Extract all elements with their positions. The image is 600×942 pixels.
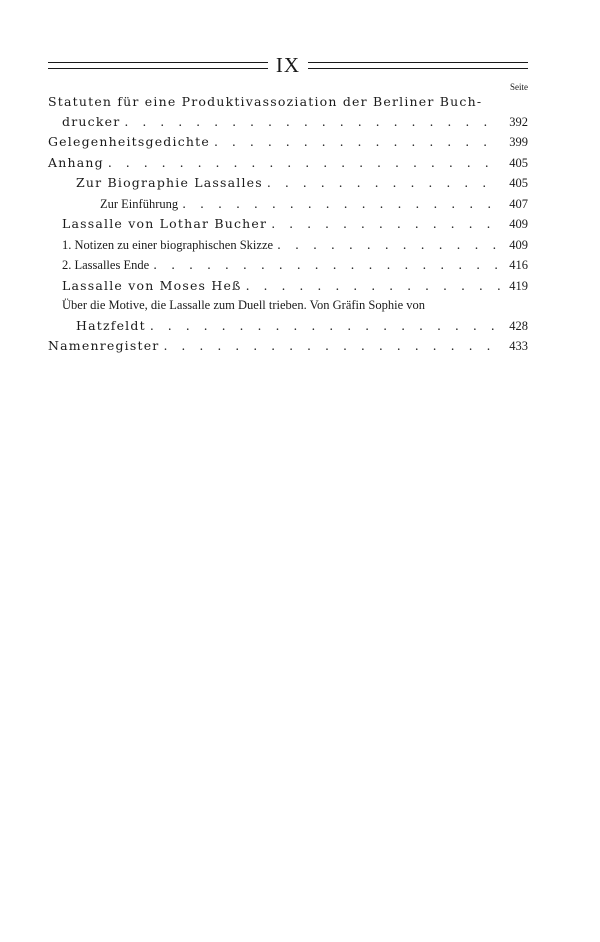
toc-entry-title: Hatzfeldt [76,317,146,333]
toc-entry-title: drucker [62,113,121,129]
toc-entry-zur-biographie [48,173,528,194]
toc-entry-title: Lassalle von Moses Heß [62,277,242,293]
dot-leader [163,336,500,356]
toc-entry-gelegenheitsgedichte [48,132,528,153]
page-number: IX [275,52,301,77]
toc-entry-statuten-line1: Statuten für eine Produktivassoziation der Berliner Buch- [48,94,483,109]
table-of-contents [48,92,528,357]
toc-entry-motive-line1: Über die Motive, die Lassalle zum Duell trieben. Von Gräfin Sophie von [62,298,426,312]
toc-entry-page: 409 [509,217,528,231]
toc-entry-page: 405 [509,176,528,190]
toc-entry-page: 392 [509,114,528,129]
dot-leader [246,276,500,296]
toc-entry-page: 433 [509,339,528,353]
toc-entry-title: 1. Notizen zu einer biographischen Skizze [62,237,274,252]
toc-entry-title: 2. Lassalles Ende [62,258,150,272]
header-rule-right [308,62,528,69]
page-header [48,50,528,80]
dot-leader [124,112,500,132]
toc-entry-namenregister [48,336,528,357]
toc-entry-notizen [48,235,528,256]
dot-leader [277,235,500,255]
dot-leader [182,194,500,214]
seite-label: Seite [510,82,528,92]
toc-entry-title: Namenregister [48,338,160,353]
toc-entry-lassalles-ende [48,255,528,276]
dot-leader [153,255,500,275]
toc-entry-page: 409 [509,237,528,252]
toc-entry-zur-einfuehrung [48,194,528,215]
toc-entry-title: Lassalle von Lothar Bucher [62,216,268,231]
toc-entry-page: 399 [509,135,528,149]
toc-entry-title: Zur Biographie Lassalles [76,175,263,190]
toc-entry-title: Anhang [48,154,104,170]
dot-leader [150,316,500,336]
toc-entry-motive [48,316,528,337]
dot-leader [108,153,500,173]
toc-entry-lassalle-hess [48,276,528,297]
toc-entry-title: Gelegenheitsgedichte [48,134,210,149]
toc-entry-page: 405 [509,155,528,170]
dot-leader [267,173,500,193]
toc-entry-statuten [48,112,528,133]
toc-entry-lassalle-bucher [48,214,528,235]
toc-entry-page: 407 [509,196,528,211]
toc-entry-title: Zur Einführung [100,196,179,211]
toc-entry-anhang [48,153,528,174]
toc-entry-page: 428 [509,318,528,333]
dot-leader [271,214,500,234]
toc-entry-page: 416 [509,258,528,272]
dot-leader [214,132,500,152]
header-rule-left [48,62,268,69]
toc-entry-page: 419 [509,278,528,293]
